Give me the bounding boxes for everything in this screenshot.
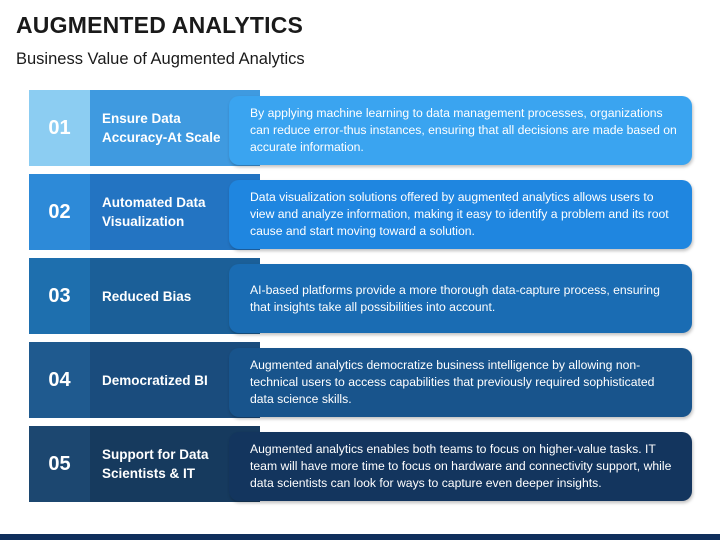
item-description: Augmented analytics enables both teams to focus on higher-value tasks. IT team will have more time to focus on hardware and connectivity support, while data scientists can look for ways to capture even deeper insights. bbox=[229, 432, 692, 501]
list-item bbox=[29, 90, 692, 166]
list-item bbox=[29, 174, 692, 250]
item-number: 05 bbox=[29, 426, 90, 502]
page-subtitle: Business Value of Augmented Analytics bbox=[16, 50, 305, 68]
item-description: AI-based platforms provide a more thorough data-capture process, ensuring that insights take all possibilities into account. bbox=[229, 264, 692, 333]
item-description: By applying machine learning to data management processes, organizations can reduce error-thus instances, ensuring that all decisions are made based on accurate information. bbox=[229, 96, 692, 165]
item-description: Augmented analytics democratize business intelligence by allowing non-technical users to access capabilities that previously required sophisticated data science skills. bbox=[229, 348, 692, 417]
list-item bbox=[29, 342, 692, 418]
item-label: Ensure Data Accuracy-At Scale bbox=[102, 111, 221, 145]
item-number: 02 bbox=[29, 174, 90, 250]
item-number: 04 bbox=[29, 342, 90, 418]
item-number: 01 bbox=[29, 90, 90, 166]
bottom-accent-bar bbox=[0, 534, 720, 540]
list-item bbox=[29, 426, 692, 502]
item-label: Reduced Bias bbox=[102, 288, 192, 304]
page-title: AUGMENTED ANALYTICS bbox=[16, 12, 304, 38]
item-label: Automated Data Visualization bbox=[102, 195, 206, 229]
list-item bbox=[29, 258, 692, 334]
item-label: Democratized BI bbox=[102, 372, 208, 388]
item-number: 03 bbox=[29, 258, 90, 334]
item-label: Support for Data Scientists & IT bbox=[102, 447, 209, 481]
item-description: Data visualization solutions offered by augmented analytics allows users to view and analyze information, making it easy to identify a problem and its root cause and start moving toward a solution. bbox=[229, 180, 692, 249]
